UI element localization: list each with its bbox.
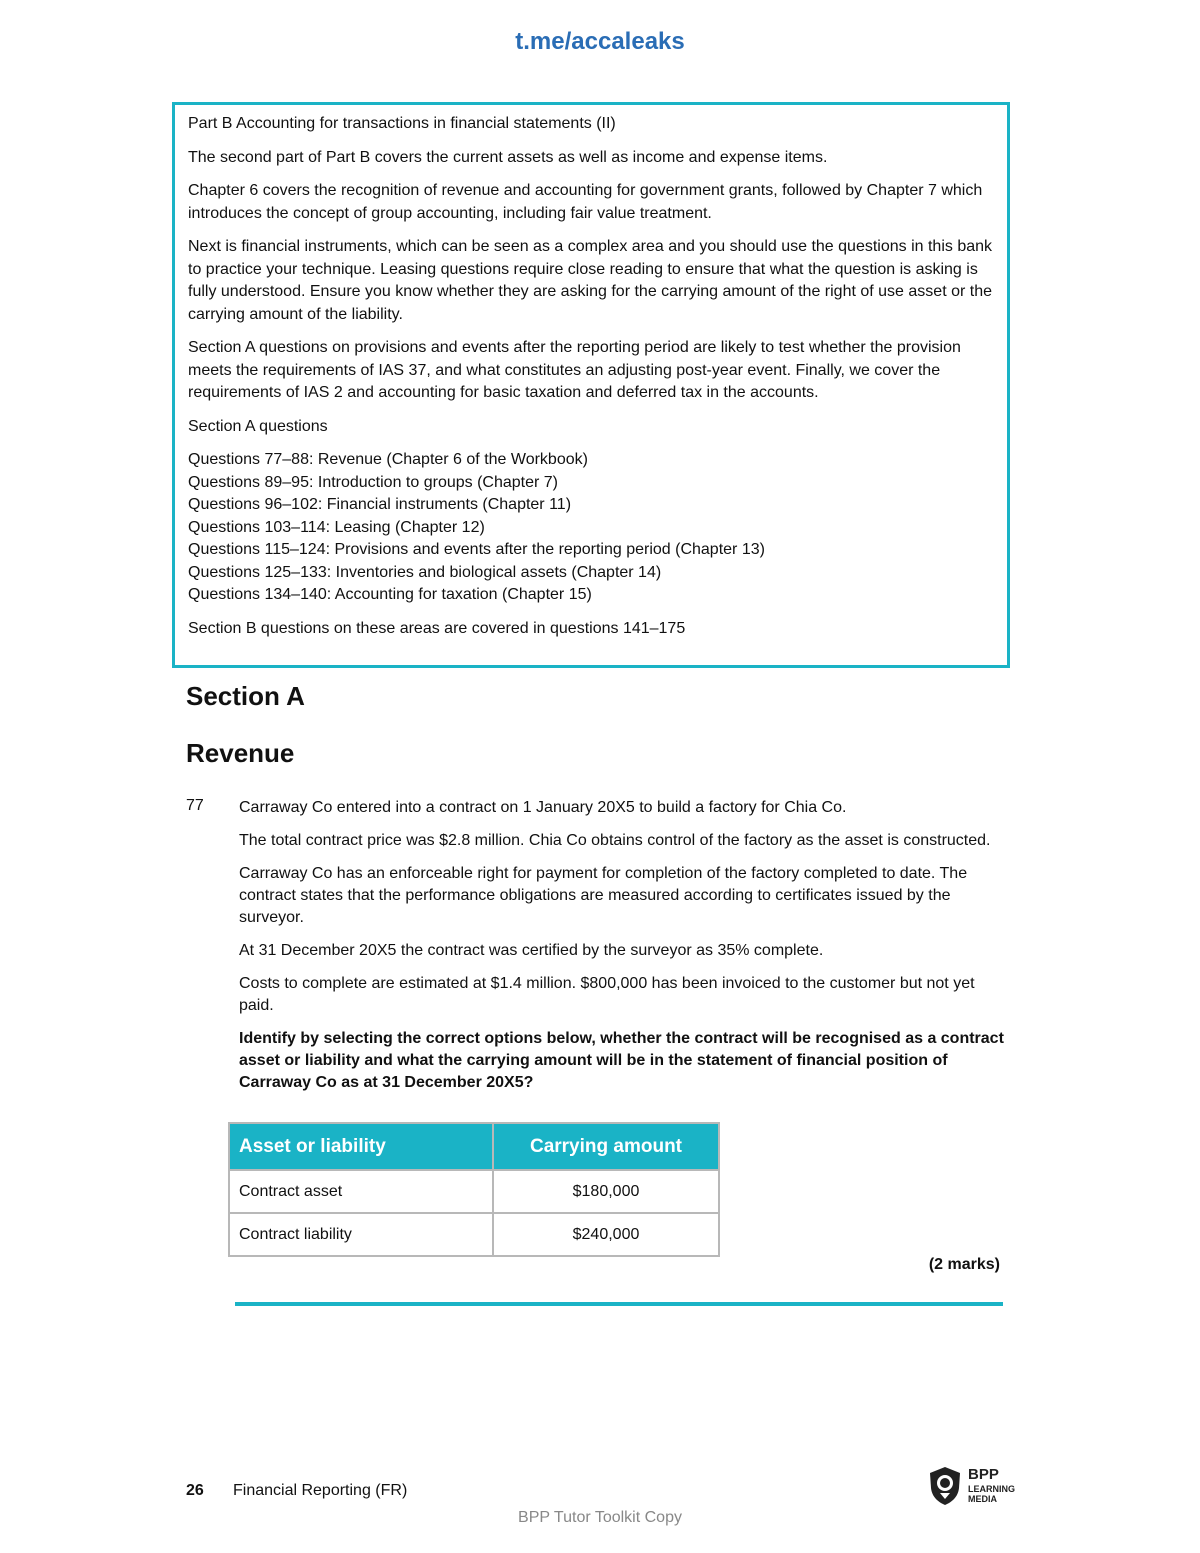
question-paragraph: At 31 December 20X5 the contract was certified by the surveyor as 35% complete.: [239, 942, 824, 959]
lion-shield-icon: [928, 1466, 962, 1506]
watermark: BPP Tutor Toolkit Copy: [518, 1509, 682, 1526]
section-b-note: Section B questions on these areas are covered in questions 141–175: [188, 619, 686, 637]
section-heading: Section A: [186, 681, 305, 711]
question-body: [239, 797, 1009, 1105]
question-range-item: Questions 96–102: Financial instruments (Chapter 11): [188, 496, 572, 513]
option-contract-asset[interactable]: Contract asset: [229, 1170, 493, 1213]
question-paragraph: The total contract price was $2.8 million. Chia Co obtains control of the factory as the asset is constructed.: [239, 832, 991, 849]
question-instruction: Identify by selecting the correct options below, whether the contract will be recognised as a contract asset or liability and what the carrying amount will be in the statement of financial position of Carraway Co as at 31 December 20X5?: [239, 1030, 1004, 1091]
logo-subtitle-line: MEDIA: [968, 1494, 997, 1504]
topic-heading: Revenue: [186, 738, 295, 768]
intro-paragraph: Section A questions on provisions and events after the reporting period are likely to test whether the provision meets the requirements of IAS 37, and what constitutes an adjusting post-year event. Finally, we cover the requirements of IAS 2 and accounting for basic taxation and deferred tax in the accounts.: [188, 339, 961, 401]
table-header-row: [229, 1123, 719, 1170]
table-row: [229, 1170, 719, 1213]
intro-box: [172, 102, 1010, 668]
section-divider: [235, 1302, 1003, 1306]
logo-brand: BPP: [968, 1466, 999, 1483]
column-header-asset-or-liability: Asset or liability: [229, 1123, 493, 1170]
question-range-item: Questions 125–133: Inventories and biological assets (Chapter 14): [188, 563, 662, 581]
question-number: 77: [186, 797, 204, 814]
question-range-list: [188, 449, 993, 607]
intro-paragraph: Chapter 6 covers the recognition of revenue and accounting for government grants, followed by Chapter 7 which introduces the concept of group accounting, including fair value treatment.: [188, 182, 983, 222]
logo-subtitle-line: LEARNING: [968, 1484, 1015, 1494]
intro-paragraph: The second part of Part B covers the current assets as well as income and expense items.: [188, 148, 828, 166]
bpp-logo: [928, 1466, 1038, 1512]
marks-label: (2 marks): [928, 1256, 1000, 1273]
section-a-questions-heading: Section A questions: [188, 417, 328, 435]
question-range-item: Questions 77–88: Revenue (Chapter 6 of the Workbook): [188, 451, 588, 468]
question-range-item: Questions 89–95: Introduction to groups (Chapter 7): [188, 473, 558, 491]
option-amount-180000[interactable]: $180,000: [493, 1170, 719, 1213]
footer-title: Financial Reporting (FR): [233, 1482, 408, 1499]
question-range-item: Questions 115–124: Provisions and events after the reporting period (Chapter 13): [188, 541, 765, 558]
option-contract-liability[interactable]: Contract liability: [229, 1213, 493, 1256]
page-number: 26: [186, 1482, 204, 1499]
header-link[interactable]: t.me/accaleaks: [515, 28, 685, 55]
question-range-item: Questions 134–140: Accounting for taxation (Chapter 15): [188, 586, 592, 603]
intro-paragraph: Next is financial instruments, which can be seen as a complex area and you should use the questions in this bank to practice your technique. Leasing questions require close reading to ensure that what the question is asking is fully understood. Ensure you know whether they are asking for the carrying amount of the right of use asset or the carrying amount of the liability.: [188, 238, 993, 323]
question-paragraph: Costs to complete are estimated at $1.4 million. $800,000 has been invoiced to the customer but not yet paid.: [239, 975, 975, 1014]
column-header-carrying-amount: Carrying amount: [493, 1123, 719, 1170]
table-row: [229, 1213, 719, 1256]
option-amount-240000[interactable]: $240,000: [493, 1213, 719, 1256]
question-paragraph: Carraway Co entered into a contract on 1 January 20X5 to build a factory for Chia Co.: [239, 799, 847, 816]
question-paragraph: Carraway Co has an enforceable right for payment for completion of the factory completed to date. The contract states that the performance obligations are measured according to certificates issued by the surveyor.: [239, 865, 968, 926]
answer-options-table: [228, 1122, 720, 1257]
logo-subtitle: [968, 1484, 1015, 1504]
intro-title: Part B Accounting for transactions in financial statements (II): [188, 115, 616, 132]
question-range-item: Questions 103–114: Leasing (Chapter 12): [188, 518, 485, 536]
